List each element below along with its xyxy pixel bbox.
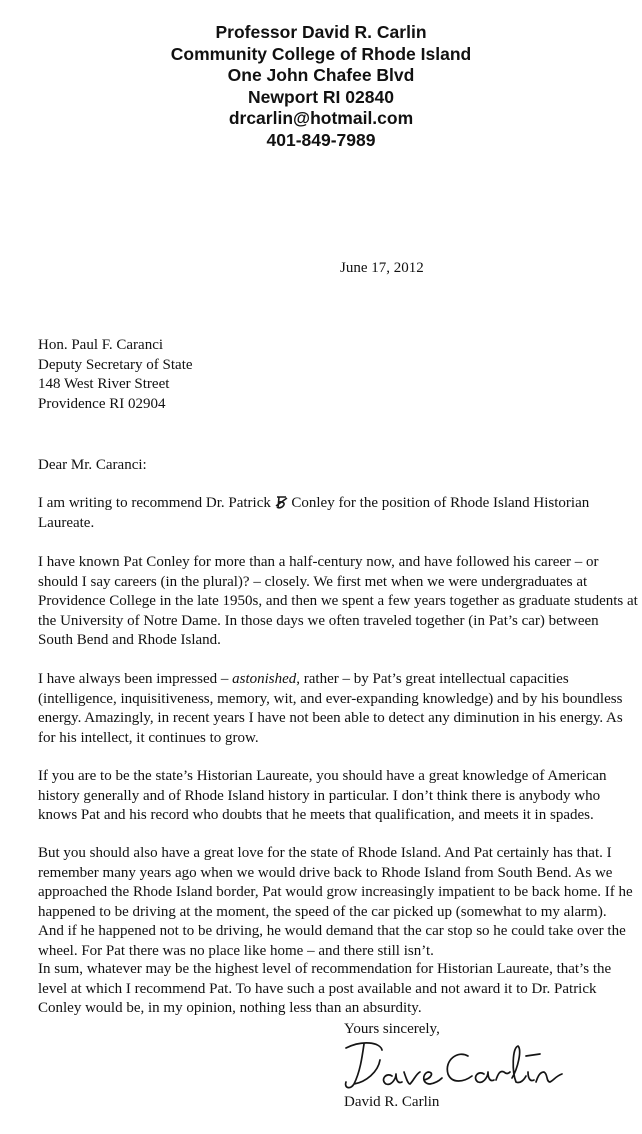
paragraph-line: for his intellect, it continues to grow. [38, 729, 259, 746]
recipient-line: Hon. Paul F. Caranci [38, 337, 164, 353]
paragraph-line: Conley would be, in my opinion, nothing less than an absurdity. [38, 1000, 422, 1016]
paragraph-line [38, 494, 638, 514]
paragraph-6 [38, 960, 638, 1019]
paragraph-line: (intelligence, inquisitiveness, memory, wit, and ever-expanding knowledge) and by his boundless [38, 690, 623, 707]
sender-email: drcarlin@hotmail.com [228, 108, 414, 128]
recipient-address [38, 336, 193, 414]
paragraph-5 [38, 844, 638, 961]
paragraph-2 [38, 553, 638, 651]
signer-name: David R. Carlin [344, 1094, 440, 1110]
handwritten-signature [340, 1036, 580, 1099]
paragraph-3 [38, 670, 638, 748]
paragraph-text: , rather – by Pat’s great intellectual capacities [296, 671, 569, 687]
paragraph-4 [38, 767, 638, 826]
closing: Yours sincerely, [344, 1021, 440, 1037]
paragraph-text: Conley for the position of Rhode Island Historian [291, 495, 590, 511]
recipient-line: Deputy Secretary of State [38, 356, 193, 373]
paragraph-line: approached the Rhode Island border, Pat would grow increasingly impatient to be back home. If he [38, 884, 633, 900]
sender-city: Newport RI 02840 [248, 86, 394, 107]
emphasis-text: astonished [232, 671, 297, 687]
paragraph-line: And if he happened not to be driving, he would demand that the car stop so he could take over the [38, 923, 626, 939]
paragraph-line: South Bend and Rhode Island. [38, 632, 221, 648]
paragraph-line: level at which I recommend Pat. To have such a post available and not award it to Dr. Patrick [38, 980, 597, 997]
paragraph-text: I am writing to recommend Dr. Patrick [38, 495, 271, 511]
handwritten-initial-mark [275, 495, 288, 509]
signature-graphic [340, 1036, 580, 1094]
salutation: Dear Mr. Caranci: [38, 457, 147, 473]
sender-name: Professor David R. Carlin [215, 22, 427, 42]
paragraph-1 [38, 494, 638, 533]
paragraph-line [38, 670, 638, 690]
paragraph-text: I have always been impressed – [38, 671, 233, 687]
paragraph-line: wheel. For Pat there was no place like home – and there still isn’t. [38, 942, 434, 959]
sender-institution: Community College of Rhode Island [170, 43, 472, 64]
paragraph-line: history generally and of Rhode Island history in particular. I don’t think there is anybody who [38, 787, 601, 804]
paragraph-line: In sum, whatever may be the highest level of recommendation for Historian Laureate, that’s the [38, 961, 612, 977]
sender-street: One John Chafee Blvd [227, 65, 415, 85]
paragraph-line: Providence College in the late 1950s, and then we spent a few years together as graduate students at [38, 593, 638, 609]
paragraph-line: happened to be driving at the moment, the speed of the car picked up (somewhat to my alarm). [38, 903, 607, 920]
paragraph-line: the University of Notre Dame. In those days we often traveled together (in Pat’s car) between [38, 612, 599, 629]
paragraph-line: remember many years ago when we would drive back to Rhode Island from South Bend. As we [38, 864, 613, 881]
paragraph-line: Laureate. [38, 514, 95, 531]
paragraph-line: I have known Pat Conley for more than a half-century now, and have followed his career – or [38, 554, 599, 570]
paragraph-line: should I say careers (in the plural)? – closely. We first met when we were undergraduates at [38, 573, 588, 590]
paragraph-line: energy. Amazingly, in recent years I have not been able to detect any diminution in his energy. As [38, 710, 623, 726]
letter-date: June 17, 2012 [340, 260, 424, 276]
paragraph-line: If you are to be the state’s Historian Laureate, you should have a great knowledge of American [38, 768, 607, 784]
recipient-line: Providence RI 02904 [38, 395, 166, 412]
sender-phone: 401-849-7989 [266, 129, 376, 150]
recipient-line: 148 West River Street [38, 376, 170, 392]
letterhead [0, 22, 642, 151]
paragraph-line: knows Pat and his record who doubts that he meets that qualification, and meets it in spades. [38, 807, 594, 823]
paragraph-line: But you should also have a great love for the state of Rhode Island. And Pat certainly has that. I [38, 845, 612, 861]
